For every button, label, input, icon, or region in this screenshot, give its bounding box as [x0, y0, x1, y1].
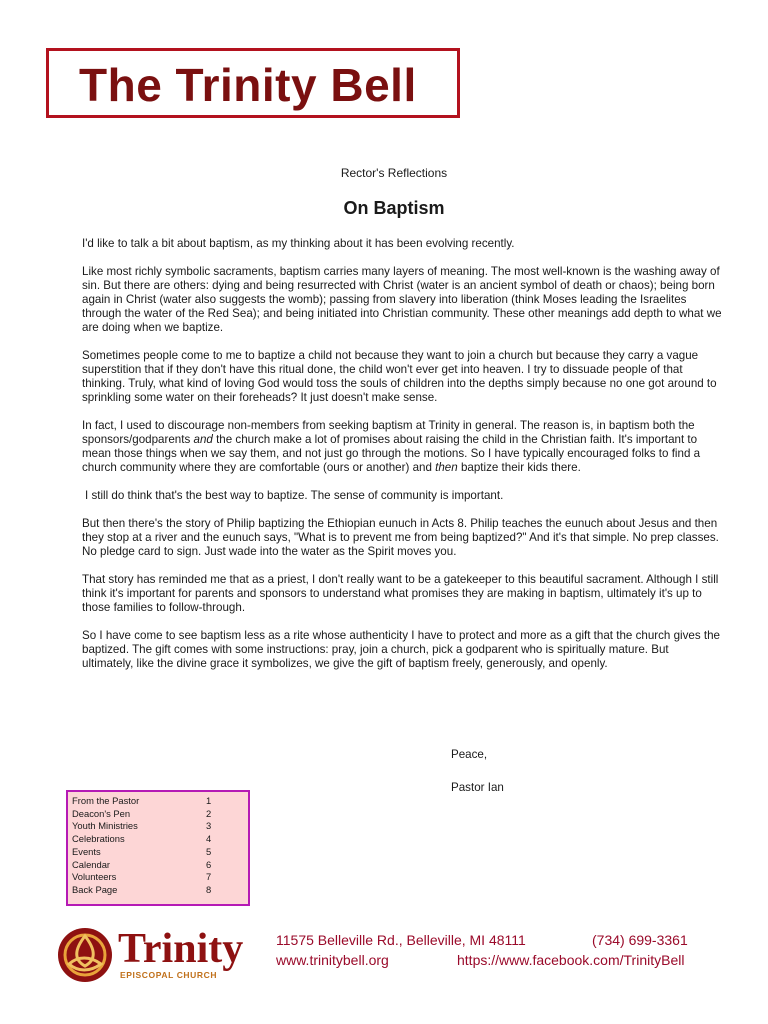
paragraph-3: Sometimes people come to me to baptize a child not because they want to join a church but because they carry a vague superstition that if they don't have this ritual done, the child won't ever get into heaven. I try to dissuade people of that thinking. Truly, what kind of loving God would toss the souls of children into the depths simply because no one got around to sprinkling some water on their foreheads? It just doesn't make sense. [82, 349, 717, 404]
paragraph-4-emphasis-and: and [193, 433, 213, 446]
phone: (734) 699-3361 [592, 932, 688, 948]
toc-row[interactable] [72, 833, 248, 846]
toc-title: Calendar [72, 858, 111, 870]
toc-page: 4 [206, 833, 212, 845]
toc-page: 7 [206, 871, 212, 883]
paragraph-1: I'd like to talk a bit about baptism, as my thinking about it has been evolving recently. [82, 237, 515, 250]
toc-row[interactable] [72, 795, 248, 808]
paragraph-7: That story has reminded me that as a priest, I don't really want to be a gatekeeper to this beautiful sacrament. Although I still think it's important for parents and sponsors to understand what promises they are making in baptism, ultimately it's up to those families to follow-through. [82, 573, 719, 614]
closing: Peace, [451, 748, 488, 761]
logo-subtitle: EPISCOPAL CHURCH [120, 970, 218, 980]
masthead-title: The Trinity Bell [79, 59, 417, 111]
section-label: Rector's Reflections [340, 166, 448, 180]
paragraph-4-text-b: the church make a lot of promises about raising the child in the Christian faith. It's important to mean those things when we say them, and not just go through the motions. So I have typically encouraged folks to find a church community where they are comfortable (ours or another) and [82, 433, 701, 474]
article-title: On Baptism [343, 198, 445, 218]
toc-row[interactable] [72, 846, 248, 859]
church-logo [56, 924, 256, 988]
paragraph-4-text-c: baptize their kids there. [457, 461, 581, 474]
masthead-box [46, 48, 460, 118]
toc-page: 2 [206, 807, 212, 819]
toc-page: 3 [206, 820, 212, 832]
toc-row[interactable] [72, 820, 248, 833]
toc-row[interactable] [72, 808, 248, 821]
toc-title: Celebrations [72, 833, 125, 845]
trinity-knot-icon [56, 926, 114, 984]
toc-title: Back Page [72, 883, 118, 895]
toc-page: 1 [206, 795, 212, 806]
paragraph-4-emphasis-then: then [435, 461, 458, 474]
paragraph-6: But then there's the story of Philip baptizing the Ethiopian eunuch in Acts 8. Philip teaches the eunuch about Jesus and then they stop at a river and the eunuch says, "What is to prevent me from being baptized?" And it's that simple. No prep classes. No pledge card to sign. Just wade into the water as the Spirit moves you. [82, 517, 719, 558]
paragraph-8: So I have come to see baptism less as a rite whose authenticity I have to protect and more as a gift that the church gives the baptized. The gift comes with some instructions: pray, join a church, pick a godparent who is spiritually mature. But ultimately, like the divine grace it symbolizes, we give the gift of baptism freely, generously, and openly. [82, 629, 721, 670]
paragraph-2: Like most richly symbolic sacraments, baptism carries many layers of meaning. The most well-known is the washing away of sin. But there are others: dying and being resurrected with Christ (water is an ancient symbol of death or chaos); being born again in Christ (water also suggests the womb); passing from slavery into liberation (think Moses leading the Israelites through the water of the Red Sea); and being initiated into Christian community. These other meanings add depth to what we are doing when we baptize. [82, 265, 722, 334]
toc-title: Youth Ministries [72, 820, 138, 832]
toc-page: 8 [206, 883, 212, 895]
toc-title: From the Pastor [72, 795, 140, 806]
toc-page: 6 [206, 858, 212, 870]
signature: Pastor Ian [451, 781, 504, 794]
paragraph-4-text-a: In fact, I used to discourage non-members from seeking baptism at Trinity in general. The reason is, in baptism both the sponsors/godparents [82, 419, 695, 446]
website-link[interactable]: www.trinitybell.org [276, 952, 389, 968]
toc-row[interactable] [72, 859, 248, 872]
facebook-link[interactable]: https://www.facebook.com/TrinityBell [457, 952, 685, 968]
toc-row[interactable] [72, 884, 248, 897]
paragraph-4 [82, 419, 722, 475]
article-body [82, 237, 722, 685]
toc-page: 5 [206, 845, 212, 857]
toc-title: Volunteers [72, 871, 117, 883]
table-of-contents [66, 790, 250, 906]
toc-title: Events [72, 845, 101, 857]
address: 11575 Belleville Rd., Belleville, MI 48111 [276, 932, 526, 948]
toc-row[interactable] [72, 871, 248, 884]
paragraph-5: I still do think that's the best way to baptize. The sense of community is important. [85, 489, 504, 502]
toc-title: Deacon's Pen [72, 807, 131, 819]
logo-name: Trinity [118, 926, 244, 972]
